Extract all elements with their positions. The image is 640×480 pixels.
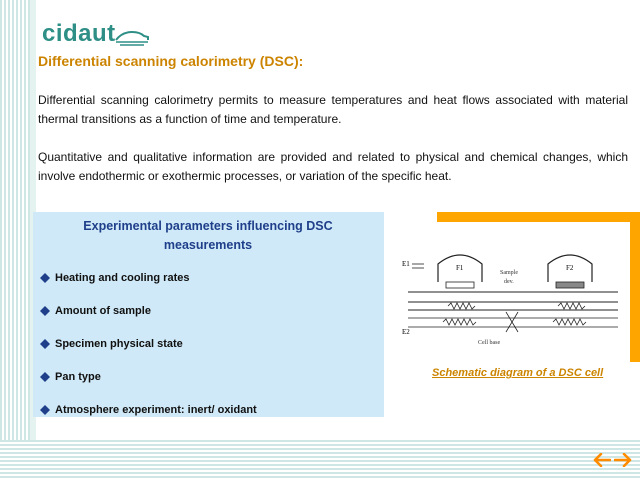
list-item-label: Amount of sample	[55, 305, 151, 317]
panel-title-line-1: Experimental parameters influencing DSC	[83, 219, 333, 233]
list-item	[40, 371, 101, 383]
list-item	[40, 272, 189, 284]
list-item-label: Atmosphere experiment: inert/ oxidant	[55, 404, 257, 416]
orange-frame-top	[437, 212, 640, 222]
diagram-label-e1: E1	[402, 260, 410, 268]
left-stripe-decoration	[0, 0, 30, 480]
list-item	[40, 404, 257, 416]
diagram-label-f1: F1	[456, 264, 464, 272]
diagram-label-f2: F2	[566, 264, 574, 272]
diamond-bullet-icon	[40, 372, 50, 382]
orange-frame-side	[630, 212, 640, 362]
parameters-panel-title	[34, 217, 382, 255]
diamond-bullet-icon	[40, 339, 50, 349]
cidaut-logo: cidaut	[42, 20, 116, 47]
diamond-bullet-icon	[40, 306, 50, 316]
list-item-label: Specimen physical state	[55, 338, 183, 350]
diagram-label-base: Cell base	[478, 340, 501, 346]
bottom-stripe-decoration	[0, 440, 640, 480]
list-item-label: Heating and cooling rates	[55, 272, 190, 284]
info-paragraph: Quantitative and qualitative information are provided and related to physical and chemical changes, which involve endothermic or exothermic processes, or variation of the specific heat.	[38, 150, 628, 183]
diagram-label-e2: E2	[402, 328, 410, 336]
list-item-label: Pan type	[55, 371, 101, 383]
diamond-bullet-icon	[40, 405, 50, 415]
arrow-right-icon[interactable]	[614, 453, 632, 467]
arrow-left-icon[interactable]	[593, 453, 611, 467]
diagram-label-sample: Sample	[500, 270, 518, 276]
list-item	[40, 338, 183, 350]
diamond-bullet-icon	[40, 273, 50, 283]
panel-title-line-2: measurements	[163, 238, 253, 252]
dsc-cell-diagram	[398, 252, 628, 347]
page-title: Differential scanning calorimetry (DSC):	[38, 53, 304, 69]
diagram-label-sample-2: dev.	[504, 279, 514, 285]
intro-paragraph: Differential scanning calorimetry permits to measure temperatures and heat flows associated with material thermal transitions as a function of time and temperature.	[38, 93, 628, 126]
list-item	[40, 305, 151, 317]
car-logo-icon	[114, 26, 150, 46]
diagram-caption: Schematic diagram of a DSC cell	[432, 367, 604, 379]
